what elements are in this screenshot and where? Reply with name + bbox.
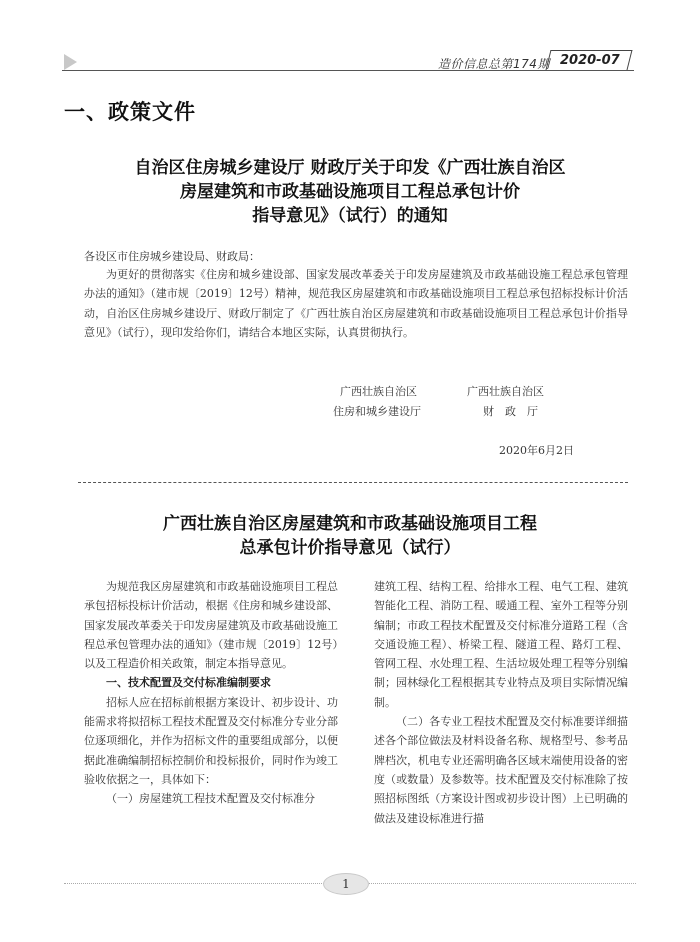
header-issue: 造价信息总第174期 <box>438 57 550 71</box>
section-heading: 一、政策文件 <box>64 100 196 124</box>
notice-body: 为更好的贯彻落实《住房和城乡建设部、国家发展改革委关于印发房屋建筑及市政基础设施工程总承包管理办法的通知》（建市规〔2019〕12号）精神，规范我区房屋建筑和市政基础设施项目工程总承包招标投标计价活动，自治区住房城乡建设厅、财政厅制定了《广西壮族自治区房屋建筑和市政基础设施项目工程总承包计价指导意见》（试行），现印发给你们，请结合本地区实际，认真贯彻执行。 <box>84 268 628 339</box>
guide-title <box>60 512 640 560</box>
header-arrow-icon <box>64 54 77 70</box>
notice-addressee: 各设区市住房城乡建设局、财政局： <box>84 250 260 263</box>
header-rule <box>62 70 634 71</box>
notice-title <box>60 156 640 228</box>
guide-item-1: （一）房屋建筑工程技术配置及交付标准分 <box>106 792 315 806</box>
page-number: 1 <box>323 873 369 895</box>
guide-item-2: （二）各专业工程技术配置及交付标准要详细描述各个部位做法及材料设备名称、规格型号、参考品牌档次，机电专业还需明确各区域末端使用设备的密度（或数量）及参数等。技术配置及交付标准除了按照招标图纸（方案设计图或初步设计图）上已明确的做法及建设标准进行描 <box>374 715 628 825</box>
notice-title-line-2: 房屋建筑和市政基础设施项目工程总承包计价 <box>180 182 520 202</box>
left-column <box>84 577 338 809</box>
guide-section-heading: 一、技术配置及交付标准编制要求 <box>106 676 271 690</box>
notice-title-line-1: 自治区住房城乡建设厅 财政厅关于印发《广西壮族自治区 <box>134 158 566 178</box>
signatory-right-line-1: 广西壮族自治区 <box>467 385 544 398</box>
guide-item-1-continued: 建筑工程、结构工程、给排水工程、电气工程、建筑智能化工程、消防工程、暖通工程、室外工程等分别编制；市政工程技术配置及交付标准分道路工程（含交通设施工程）、桥梁工程、隧道工程、路灯工程、管网工程、水处理工程、生活垃圾处理工程等分别编制；园林绿化工程根据其专业特点及项目实际情况编制。 <box>374 580 628 709</box>
guide-section-paragraph: 招标人应在招标前根据方案设计、初步设计、功能需求将拟招标工程技术配置及交付标准分专业分部位逐项细化，并作为招标文件的重要组成部分，以便据此准确编制招标控制价和投标报价，同时作为竣工验收依据之一，具体如下： <box>84 695 338 786</box>
notice-date: 2020年6月2日 <box>499 444 574 457</box>
dashed-divider <box>78 482 628 483</box>
header-date: 2020-07 <box>560 53 620 68</box>
notice-title-line-3: 指导意见》（试行）的通知 <box>252 206 448 226</box>
guide-intro-paragraph: 为规范我区房屋建筑和市政基础设施项目工程总承包招标投标计价活动，根据《住房和城乡建设部、国家发展改革委关于印发房屋建筑及市政基础设施工程总承包管理办法的通知》（建市规〔2019〕12号）以及工程造价相关政策，制定本指导意见。 <box>84 580 338 671</box>
signatory-left-line-2: 住房和城乡建设厅 <box>333 405 421 418</box>
right-column <box>374 577 628 828</box>
signatory-right-line-2: 财 政 厅 <box>483 405 538 418</box>
signatory-left-line-1: 广西壮族自治区 <box>340 385 417 398</box>
guide-title-line-2: 总承包计价指导意见（试行） <box>239 538 461 558</box>
guide-title-line-1: 广西壮族自治区房屋建筑和市政基础设施项目工程 <box>163 514 537 534</box>
